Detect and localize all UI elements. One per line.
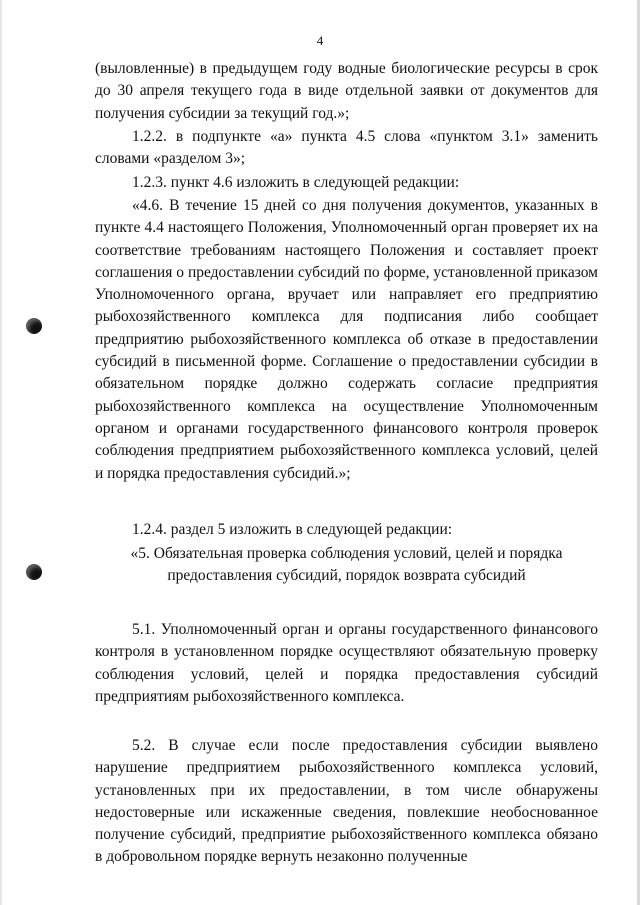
section-5-heading: «5. Обязательная проверка соблюдения условий, целей и порядка предоставления субсидий, порядок возврата субсидий: [130, 545, 563, 585]
punch-hole-lower: [26, 564, 42, 580]
paragraph-1-2-4: 1.2.4. раздел 5 изложить в следующей редакции:: [132, 521, 453, 538]
page-number: 4: [316, 33, 324, 48]
paragraph-continuation: (выловленные) в предыдущем году водные биологические ресурсы в срок до 30 апреля текущего года в виде отдельной заявки от документов для получения субсидии за текущий год.»;: [95, 60, 598, 122]
paragraph-1-2-3: 1.2.3. пункт 4.6 изложить в следующей редакции:: [132, 174, 460, 191]
paragraph-5-1: 5.1. Уполномоченный орган и органы государственного финансового контроля в установленном порядке осуществляют обязательную проверку соблюдения условий, целей и порядка предоставления субсидий предприятиям рыбохозяйственного комплекса.: [95, 621, 598, 705]
paragraph-5-2: 5.2. В случае если после предоставления субсидии выявлено нарушение предприятием рыбохозяйственного комплекса условий, установленных при их предоставлении, в том числе обнаружены недостоверные или искаженные сведения, повлекшие необоснованное получение субсидий, предприятие рыбохозяйственного комплекса обязано в добровольном порядке вернуть незаконно полученные: [95, 737, 598, 866]
paragraph-1-2-2: 1.2.2. в подпункте «а» пункта 4.5 слова «пунктом 3.1» заменить словами «разделом 3»;: [95, 128, 598, 168]
punch-hole-upper: [26, 318, 42, 334]
paragraph-4-6: «4.6. В течение 15 дней со дня получения документов, указанных в пункте 4.4 настоящего Положения, Уполномоченный орган проверяет их на соответствие требованиям настоящего Положения и составляет проект соглашения о предоставлении субсидий по форме, установленной приказом Уполномоченного органа, вручает или направляет его предприятию рыбохозяйственного комплекса для подписания либо сообщает предприятию рыбохозяйственного комплекса об отказе в предоставлении субсидий в письменной форме. Соглашение о предоставлении субсидии в обязательном порядке должно содержать согласие предприятия рыбохозяйственного комплекса на осуществление Уполномоченным органом и органами государственного финансового контроля проверок соблюдения предприятием рыбохозяйственного комплекса условий, целей и порядка предоставления субсидий.»;: [95, 197, 598, 482]
scan-edge-left: [0, 0, 2, 905]
